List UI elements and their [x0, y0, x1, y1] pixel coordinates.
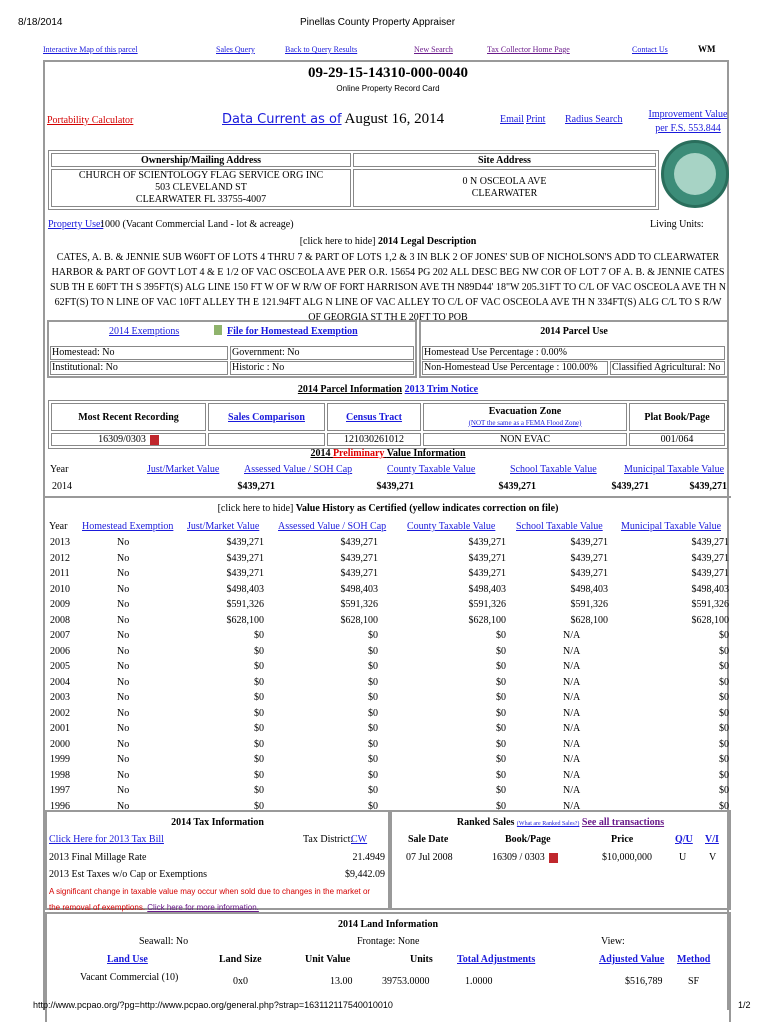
preliminary-link[interactable]: Preliminary — [332, 448, 385, 459]
historic-status: Historic : No — [230, 361, 414, 375]
history-municipal-taxable: $591,326 — [691, 599, 729, 610]
history-municipal-taxable: $0 — [719, 676, 729, 688]
county-taxable-link[interactable]: County Taxable Value — [387, 464, 476, 475]
history-row — [45, 551, 731, 566]
history-county-taxable: $498,403 — [468, 583, 506, 595]
email-link[interactable]: Email — [500, 114, 524, 125]
history-assessed: $0 — [368, 692, 378, 703]
history-county-taxable: $439,271 — [468, 568, 506, 579]
method-value: SF — [688, 976, 700, 987]
legal-description: CATES, A. B. & JENNIE SUB W60FT OF LOTS 4 THRU 7 & PART OF LOTS 1,2 & 3 IN BLK 2 OF JONES' SUB OF NICHOLSON'S ADD TO CLEARWATER HARBOR & PART OF GOVT LOT 4 & E 1/2 OF VAC OSCEOLA AVE PER O.R. 15654 PG 202 ALL DESC BEG NW COR OF LOT 7 OF A. B. & JENNIE CATES SUB TH E 60FT TH S 395FT(S) ALG LINE 150 FT W OF W R/W OF FORT HARRISON AVE TH N89D44' 18"W 205.31FT TO C/L OF VAC OSCEOLA AVE TH N 62FT(S) TO N LINE OF VAC 10FT ALLEY TH E 121.94FT ALG N LINE OF VAC ALLEY TO C/L OF VAC OSCEOLA AVE TH N 334FT(S) ALG C/L TO S R/W OF GEORGIA ST TH E 20FT TO POB — [49, 252, 727, 323]
history-assessed: $0 — [368, 645, 378, 657]
history-year: 2012 — [50, 552, 70, 564]
history-just-market: $0 — [254, 661, 264, 672]
history-municipal-taxable: $0 — [719, 723, 729, 734]
history-county-taxable: $0 — [496, 738, 506, 750]
history-year: 2007 — [50, 630, 70, 641]
history-municipal-taxable: $0 — [719, 738, 729, 750]
what-ranked-link[interactable]: (What are Ranked Sales?) — [516, 821, 580, 827]
land-info-title: 2014 Land Information — [337, 919, 438, 930]
back-to-results-link[interactable]: Back to Query Results — [285, 45, 358, 54]
recording-header: Most Recent Recording — [51, 403, 206, 431]
history-year: 2011 — [50, 568, 70, 579]
history-year: 2003 — [50, 692, 70, 703]
history-school-taxable: N/A — [563, 738, 581, 750]
school-taxable-link[interactable]: School Taxable Value — [516, 521, 603, 532]
parcel-info-heading: 2014 Parcel Information 2013 Trim Notice — [297, 384, 479, 395]
history-school-taxable: N/A — [563, 661, 581, 672]
history-row — [45, 706, 731, 721]
ranked-sales-title: Ranked Sales — [456, 817, 515, 828]
vi-link[interactable]: V/I — [705, 834, 719, 845]
history-county-taxable: $0 — [496, 645, 506, 657]
history-just-market: $0 — [254, 707, 264, 719]
history-row — [45, 675, 731, 690]
census-tract-value: 121030261012 — [327, 433, 421, 446]
history-municipal-taxable: $0 — [719, 692, 729, 703]
history-municipal-taxable: $0 — [719, 785, 729, 796]
site-address: 0 N OSCEOLA AVE CLEARWATER — [353, 169, 656, 207]
history-homestead-exemption: No — [117, 723, 130, 734]
ownership-address: CHURCH OF SCIENTOLOGY FLAG SERVICE ORG INC 503 CLEVELAND ST CLEARWATER FL 33755-4007 — [51, 169, 351, 207]
evac-zone-value: NON EVAC — [423, 433, 627, 446]
history-assessed: $439,271 — [340, 568, 378, 579]
history-just-market: $0 — [254, 769, 264, 781]
history-homestead-exemption: No — [117, 552, 130, 564]
just-market-link[interactable]: Just/Market Value — [187, 521, 260, 532]
prelim-heading: 2014 Preliminary Value Information — [310, 448, 466, 459]
history-homestead-exemption: No — [117, 738, 130, 750]
history-row — [45, 659, 731, 674]
history-school-taxable: N/A — [563, 785, 581, 796]
est-taxes-value: $9,442.09 — [345, 869, 385, 880]
history-municipal-taxable: $439,271 — [691, 537, 729, 548]
page-number: 1/2 — [738, 1000, 751, 1010]
history-row — [45, 582, 731, 597]
history-heading: [click here to hide] Value History as Certified (yellow indicates correction on file) — [217, 503, 559, 514]
history-year: 2004 — [50, 676, 70, 688]
history-school-taxable: N/A — [563, 754, 581, 765]
sale-date-header: Sale Date — [408, 834, 449, 845]
history-row — [45, 783, 731, 798]
history-row — [45, 752, 731, 767]
tax-district-link[interactable]: CW — [351, 834, 368, 845]
prelim-assessed: $439,271 — [376, 481, 414, 492]
ownership-header: Ownership/Mailing Address — [51, 153, 351, 167]
pdf-icon[interactable] — [150, 435, 159, 445]
history-year: 2008 — [50, 614, 70, 626]
history-year: 2009 — [50, 599, 70, 610]
history-school-taxable: $591,326 — [570, 599, 608, 610]
page-subtitle: Online Property Record Card — [336, 84, 440, 93]
sales-query-link[interactable]: Sales Query — [216, 45, 255, 54]
history-school-taxable: N/A — [563, 645, 581, 657]
history-row — [45, 768, 731, 783]
parcel-info-table — [48, 400, 728, 449]
history-homestead-exemption: No — [117, 754, 130, 765]
history-county-taxable: $0 — [496, 707, 506, 719]
history-municipal-taxable: $0 — [719, 769, 729, 781]
plat-header: Plat Book/Page — [629, 403, 725, 431]
history-assessed: $0 — [368, 754, 378, 765]
history-municipal-taxable: $439,271 — [691, 568, 729, 579]
history-assessed: $498,403 — [340, 583, 378, 595]
print-title: Pinellas County Property Appraiser — [300, 17, 456, 28]
history-year: 2006 — [50, 645, 70, 657]
sales-comparison-link[interactable]: Sales Comparison — [228, 411, 305, 423]
units-header: Units — [410, 954, 433, 965]
history-homestead-exemption: No — [117, 800, 130, 812]
history-county-taxable: $591,326 — [468, 599, 506, 610]
history-just-market: $628,100 — [226, 614, 264, 626]
plat-value: 001/064 — [629, 433, 725, 446]
history-year: 2013 — [50, 537, 70, 548]
history-municipal-taxable: $0 — [719, 754, 729, 765]
est-taxes-label: 2013 Est Taxes w/o Cap or Exemptions — [49, 869, 207, 880]
fema-note-link[interactable]: (NOT the same as a FEMA Flood Zone) — [468, 418, 582, 427]
municipal-taxable-link[interactable]: Municipal Taxable Value — [621, 521, 722, 532]
qu-link[interactable]: Q/U — [675, 834, 693, 845]
improvement-value-link[interactable]: Improvement Value per F.S. 553.844 — [648, 109, 728, 134]
history-assessed: $591,326 — [340, 599, 378, 610]
adjusted-value-link[interactable]: Adjusted Value — [599, 954, 665, 965]
history-just-market: $0 — [254, 785, 264, 796]
census-tract-link[interactable]: Census Tract — [345, 411, 403, 423]
exemptions-section — [47, 320, 417, 378]
history-assessed: $0 — [368, 676, 378, 688]
history-homestead-exemption: No — [117, 537, 130, 548]
municipal-taxable-link[interactable]: Municipal Taxable Value — [624, 464, 725, 475]
history-just-market: $0 — [254, 800, 264, 812]
more-info-link[interactable]: Click here for more information. — [147, 903, 259, 912]
homestead-exemption-link[interactable]: Homestead Exemption — [82, 521, 174, 532]
wm-label: WM — [698, 44, 716, 54]
history-row — [45, 737, 731, 752]
history-municipal-taxable: $0 — [719, 645, 729, 657]
book-page-header: Book/Page — [505, 834, 551, 845]
total-adjustments-link[interactable]: Total Adjustments — [457, 954, 536, 965]
property-use-value: 1000 (Vacant Commercial Land - lot & acreage) — [100, 219, 294, 230]
history-just-market: $0 — [254, 723, 264, 734]
history-assessed: $0 — [368, 661, 378, 672]
sales-comparison-value — [208, 433, 325, 446]
history-year: 1996 — [50, 800, 70, 812]
living-units: Living Units: — [650, 219, 704, 230]
document-icon — [214, 325, 222, 335]
tax-collector-link[interactable]: Tax Collector Home Page — [487, 45, 570, 54]
address-table — [48, 150, 659, 210]
total-adjustments-value: 1.0000 — [465, 976, 493, 987]
history-just-market: $0 — [254, 676, 264, 688]
unit-value-header: Unit Value — [305, 954, 351, 965]
history-municipal-taxable: $439,271 — [691, 552, 729, 564]
history-school-taxable: N/A — [563, 707, 581, 719]
portability-calculator-link[interactable]: Portability Calculator — [47, 115, 134, 126]
assessed-link[interactable]: Assessed Value / SOH Cap — [278, 521, 387, 532]
recording-value: 16309/0303 — [51, 433, 206, 446]
radius-search-link[interactable]: Radius Search — [565, 114, 623, 125]
history-homestead-exemption: No — [117, 645, 130, 657]
history-county-taxable: $439,271 — [468, 552, 506, 564]
history-year: 2000 — [50, 738, 70, 750]
history-county-taxable: $0 — [496, 676, 506, 688]
land-use-link[interactable]: Land Use — [107, 954, 148, 965]
parcel-id: 09-29-15-14310-000-0040 — [308, 65, 468, 81]
history-homestead-exemption: No — [117, 769, 130, 781]
history-county-taxable: $0 — [496, 661, 506, 672]
data-current — [222, 111, 444, 128]
history-county-taxable: $628,100 — [468, 614, 506, 626]
history-school-taxable: $439,271 — [570, 552, 608, 564]
trim-notice-link[interactable]: 2013 Trim Notice — [404, 384, 479, 395]
prelim-school: $439,271 — [611, 481, 649, 492]
history-municipal-taxable: $0 — [719, 661, 729, 672]
history-row — [45, 597, 731, 612]
sale-date: 07 Jul 2008 — [406, 852, 453, 863]
history-assessed: $0 — [368, 723, 378, 734]
history-just-market: $0 — [254, 692, 264, 703]
history-year: 2002 — [50, 707, 70, 719]
millage-label: 2013 Final Millage Rate — [49, 852, 147, 863]
history-just-market: $591,326 — [226, 599, 264, 610]
classified-agricultural: Classified Agricultural: No — [610, 361, 725, 375]
prelim-county: $439,271 — [498, 481, 536, 492]
county-taxable-link[interactable]: County Taxable Value — [407, 521, 496, 532]
legal-toggle[interactable]: [click here to hide] — [299, 236, 376, 247]
history-homestead-exemption: No — [117, 676, 130, 688]
prelim-just-market: $439,271 — [237, 481, 275, 492]
new-search-link[interactable]: New Search — [414, 45, 453, 54]
government-status: Government: No — [230, 346, 414, 360]
history-county-taxable: $0 — [496, 630, 506, 641]
history-year: 2010 — [50, 583, 70, 595]
contact-us-link[interactable]: Contact Us — [632, 45, 668, 54]
seawall: Seawall: No — [139, 936, 189, 947]
year-header: Year — [49, 521, 68, 532]
history-row — [45, 566, 731, 581]
history-school-taxable: N/A — [563, 676, 581, 688]
price-header: Price — [611, 834, 634, 845]
history-row — [45, 628, 731, 643]
history-school-taxable: N/A — [563, 723, 581, 734]
history-municipal-taxable: $0 — [719, 800, 729, 812]
history-county-taxable: $439,271 — [468, 537, 506, 548]
print-url: http://www.pcpao.org/?pg=http://www.pcpao.org/general.php?strap=163112117540010010 — [33, 1000, 393, 1010]
unit-value-value: 13.00 — [330, 976, 353, 987]
print-date: 8/18/2014 — [18, 17, 63, 28]
history-just-market: $0 — [254, 630, 264, 641]
land-use-value: Vacant Commercial (10) — [80, 972, 179, 983]
history-school-taxable: N/A — [563, 692, 581, 703]
history-assessed: $439,271 — [340, 552, 378, 564]
exemptions-link[interactable]: 2014 Exemptions — [109, 326, 180, 337]
history-year: 2005 — [50, 661, 70, 672]
history-assessed: $0 — [368, 800, 378, 812]
history-school-taxable: $439,271 — [570, 537, 608, 548]
assessed-value-link[interactable]: Assessed Value / SOH Cap — [244, 464, 353, 475]
history-school-taxable: N/A — [563, 769, 581, 781]
history-county-taxable: $0 — [496, 692, 506, 703]
institutional-status: Institutional: No — [50, 361, 228, 375]
evac-zone-header: Evacuation Zone — [488, 405, 562, 417]
prelim-municipal: $439,271 — [689, 481, 727, 492]
units-value: 39753.0000 — [382, 976, 430, 987]
school-taxable-link[interactable]: School Taxable Value — [510, 464, 597, 475]
history-county-taxable: $0 — [496, 785, 506, 796]
method-link[interactable]: Method — [677, 954, 711, 965]
site-address-header: Site Address — [353, 153, 656, 167]
history-header-row — [45, 519, 731, 534]
parcel-use-title: 2014 Parcel Use — [540, 326, 608, 337]
pdf-icon[interactable] — [549, 853, 558, 863]
non-homestead-use-pct: Non-Homestead Use Percentage : 100.00% — [422, 361, 608, 375]
history-school-taxable: N/A — [563, 630, 581, 641]
land-size-value: 0x0 — [233, 976, 248, 987]
parcel-use-section — [419, 320, 729, 378]
history-school-taxable: $498,403 — [570, 583, 608, 595]
interactive-map-link[interactable]: Interactive Map of this parcel — [43, 45, 138, 54]
ranked-sales-section — [390, 810, 731, 910]
history-homestead-exemption: No — [117, 568, 130, 579]
history-homestead-exemption: No — [117, 785, 130, 796]
history-municipal-taxable: $498,403 — [691, 583, 729, 595]
tax-bill-link[interactable]: Click Here for 2013 Tax Bill — [49, 834, 164, 845]
history-year: 1998 — [50, 769, 70, 781]
history-toggle[interactable]: [click here to hide] — [217, 503, 294, 514]
prelim-year: 2014 — [52, 481, 72, 492]
millage-value: 21.4949 — [352, 852, 385, 863]
history-just-market: $439,271 — [226, 537, 264, 548]
history-county-taxable: $0 — [496, 754, 506, 765]
history-assessed: $628,100 — [340, 614, 378, 626]
tax-info-title: 2014 Tax Information — [171, 817, 264, 828]
history-school-taxable: $628,100 — [570, 614, 608, 626]
history-homestead-exemption: No — [117, 707, 130, 719]
history-assessed: $0 — [368, 630, 378, 641]
history-just-market: $0 — [254, 738, 264, 750]
print-link[interactable]: Print — [526, 114, 546, 125]
history-municipal-taxable: $628,100 — [691, 614, 729, 626]
all-transactions-link[interactable]: See all transactions — [581, 817, 665, 828]
file-homestead-link[interactable]: File for Homestead Exemption — [227, 326, 358, 337]
history-municipal-taxable: $0 — [719, 707, 729, 719]
history-just-market: $0 — [254, 645, 264, 657]
history-year: 1999 — [50, 754, 70, 765]
history-homestead-exemption: No — [117, 583, 130, 595]
tax-district-label: Tax District: — [303, 834, 354, 845]
history-school-taxable: $439,271 — [570, 568, 608, 579]
history-row — [45, 721, 731, 736]
history-assessed: $0 — [368, 738, 378, 750]
legal-heading: [click here to hide] 2014 Legal Description — [299, 236, 477, 247]
history-homestead-exemption: No — [117, 692, 130, 703]
land-size-header: Land Size — [219, 954, 262, 965]
history-assessed: $0 — [368, 785, 378, 796]
history-homestead-exemption: No — [117, 630, 130, 641]
frontage: Frontage: None — [357, 936, 420, 947]
history-county-taxable: $0 — [496, 800, 506, 812]
data-current-date: August 16, 2014 — [344, 111, 445, 127]
history-school-taxable: N/A — [563, 800, 581, 812]
county-seal-logo — [661, 140, 729, 208]
adjusted-value-value: $516,789 — [625, 976, 663, 987]
data-current-link[interactable]: Data Current as of — [222, 112, 342, 127]
history-row — [45, 613, 731, 628]
history-row — [45, 644, 731, 659]
property-use-link[interactable]: Property Use: — [48, 219, 104, 230]
history-homestead-exemption: No — [117, 599, 130, 610]
sale-vi: V — [709, 852, 717, 863]
sale-book-page: 16309 / 0303 — [492, 852, 558, 863]
history-year: 2001 — [50, 723, 70, 734]
history-just-market: $0 — [254, 754, 264, 765]
prelim-value-row — [45, 479, 731, 494]
history-municipal-taxable: $0 — [719, 630, 729, 641]
just-market-link[interactable]: Just/Market Value — [147, 464, 220, 475]
tax-info-section — [45, 810, 390, 910]
homestead-use-pct: Homestead Use Percentage : 0.00% — [422, 346, 725, 360]
history-county-taxable: $0 — [496, 769, 506, 781]
record-card — [43, 60, 729, 1010]
sale-price: $10,000,000 — [602, 852, 652, 863]
history-just-market: $439,271 — [226, 552, 264, 564]
tax-warning: A significant change in taxable value may occur when sold due to changes in the market or the removal of exemptions. Click here for more information. — [49, 887, 371, 912]
history-assessed: $0 — [368, 769, 378, 781]
history-assessed: $439,271 — [340, 537, 378, 548]
history-county-taxable: $0 — [496, 723, 506, 734]
history-just-market: $439,271 — [226, 568, 264, 579]
history-year: 1997 — [50, 785, 70, 796]
history-assessed: $0 — [368, 707, 378, 719]
prelim-header-row — [45, 462, 731, 477]
history-just-market: $498,403 — [226, 583, 264, 595]
year-header: Year — [50, 464, 69, 475]
history-row — [45, 535, 731, 550]
sale-qu: U — [679, 852, 687, 863]
history-homestead-exemption: No — [117, 661, 130, 672]
history-row — [45, 690, 731, 705]
homestead-status: Homestead: No — [50, 346, 228, 360]
view: View: — [601, 936, 625, 947]
history-homestead-exemption: No — [117, 614, 130, 626]
